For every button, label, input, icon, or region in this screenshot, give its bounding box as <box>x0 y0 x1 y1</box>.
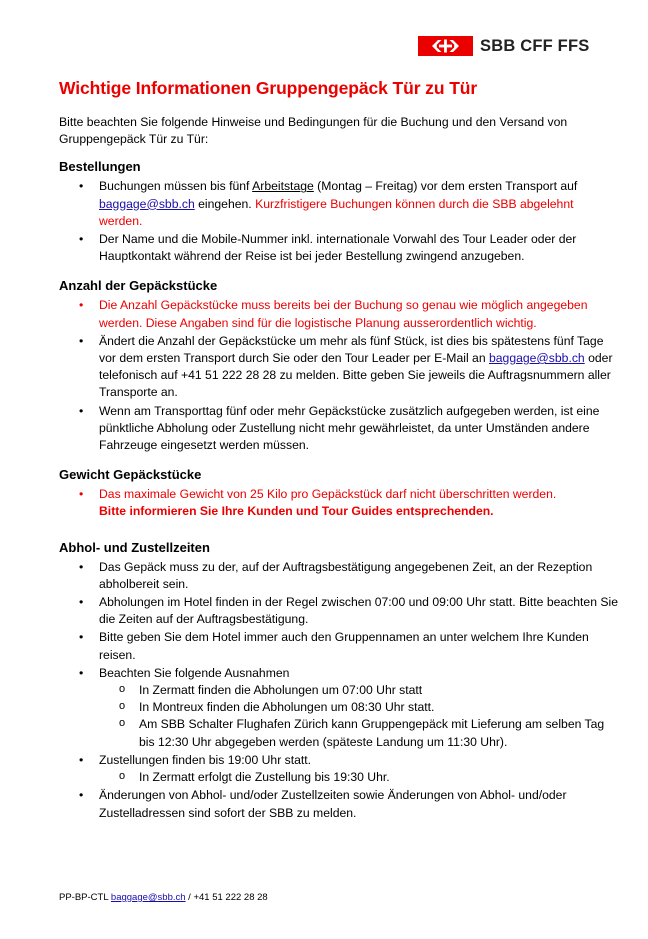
sub-list-item: o Am SBB Schalter Flughafen Zürich kann Gruppengepäck mit Lieferung am selben Tag bis 12:30 Uhr abgegeben werden (späteste Landung um 11:30 Uhr). <box>99 716 619 750</box>
section-heading-bestellungen: Bestellungen <box>59 159 141 175</box>
section-heading-zeiten: Abhol- und Zustellzeiten <box>59 539 210 555</box>
anzahl-list <box>59 297 619 454</box>
intro-text: Bitte beachten Sie folgende Hinweise und Bedingungen für die Buchung und den Versand von Gruppengepäck Tür zu Tür: <box>59 115 568 147</box>
list-item: • Der Name und die Mobile-Nummer inkl. internationale Vorwahl des Tour Leader oder der Hauptkontakt während der Reise ist bei jeder Bestellung zwingend anzugeben. <box>59 231 619 265</box>
email-link[interactable]: baggage@sbb.ch <box>99 196 195 211</box>
list-item: • Bitte geben Sie dem Hotel immer auch den Gruppennamen an unter welchem Ihre Kunden reisen. <box>59 629 619 663</box>
footer-email-link[interactable]: baggage@sbb.ch <box>110 892 186 903</box>
list-item: • Das maximale Gewicht von 25 Kilo pro Gepäckstück darf nicht überschritten werden. Bitte informieren Sie Ihre Kunden und Tour Guides entsprechenden. <box>59 486 619 520</box>
sub-list-item: o In Montreux finden die Abholungen um 08:30 Uhr statt. <box>99 699 619 716</box>
page-title: Wichtige Informationen Gruppengepäck Tür zu Tür <box>59 78 478 98</box>
sbb-arrows-icon <box>418 36 473 56</box>
list-item: • Beachten Sie folgende Ausnahmen o In Zermatt finden die Abholungen um 07:00 Uhr statt o In Montreux finden die Abholungen um 08:30 Uhr statt. o Am SBB Schalter Flughafen Zürich kann Gruppengepäck mit Lieferung am selben Tag bis 12:30 Uhr abgegeben werden (späteste Landung um 11:30 Uhr). <box>59 665 619 751</box>
sub-list <box>99 682 619 751</box>
list-item: • Abholungen im Hotel finden in der Regel zwischen 07:00 und 09:00 Uhr statt. Bitte beachten Sie die Zeiten auf der Auftragsbestätigung. <box>59 594 619 628</box>
list-item: • Das Gepäck muss zu der, auf der Auftragsbestätigung angegebenen Zeit, an der Rezeption abholbereit sein. <box>59 559 619 593</box>
list-item: • Wenn am Transporttag fünf oder mehr Gepäckstücke zusätzlich aufgegeben werden, ist eine pünktliche Abholung oder Zustellung nicht mehr gewährleistet, da unter Umständen andere Fahrzeuge eingesetzt werden müssen. <box>59 403 619 455</box>
list-item: • Änderungen von Abhol- und/oder Zustellzeiten sowie Änderungen von Abhol- und/oder Zustelladressen sind sofort der SBB zu melden. <box>59 787 619 821</box>
gewicht-list <box>59 486 619 520</box>
sbb-logo <box>418 36 589 56</box>
logo-wordmark: SBB CFF FFS <box>480 37 590 55</box>
section-heading-gewicht: Gewicht Gepäckstücke <box>59 467 202 483</box>
sub-list-item: o In Zermatt erfolgt die Zustellung bis 19:30 Uhr. <box>99 769 619 786</box>
footer: PP-BP-CTL baggage@sbb.ch / +41 51 222 28 28 <box>59 892 268 903</box>
bestellungen-list <box>59 178 619 265</box>
list-item: • Die Anzahl Gepäckstücke muss bereits bei der Buchung so genau wie möglich angegeben werden. Diese Angaben sind für die logistische Planung ausserordentlich wichtig. <box>59 297 619 331</box>
sub-list <box>99 769 619 786</box>
sub-list-item: o In Zermatt finden die Abholungen um 07:00 Uhr statt <box>99 682 619 699</box>
list-item: • Zustellungen finden bis 19:00 Uhr statt. o In Zermatt erfolgt die Zustellung bis 19:30 Uhr. <box>59 752 619 786</box>
arbeitstage-link[interactable]: Arbeitstage <box>252 179 314 194</box>
email-link[interactable]: baggage@sbb.ch <box>488 351 585 366</box>
list-item: • Ändert die Anzahl der Gepäckstücke um mehr als fünf Stück, ist dies bis spätestens fünf Tage vor dem ersten Transport durch Sie oder den Tour Leader per E-Mail an baggage@sbb.ch oder telefonisch auf +41 51 222 28 28 zu melden. Bitte geben Sie jeweils die Auftragsnummern aller Transporte an. <box>59 333 619 402</box>
document-body <box>59 76 619 834</box>
zeiten-list <box>59 559 619 822</box>
list-item: • Buchungen müssen bis fünf Arbeitstage (Montag – Freitag) vor dem ersten Transport auf baggage@sbb.ch eingehen. Kurzfristigere Buchungen können durch die SBB abgelehnt werden. <box>59 178 619 230</box>
warning-text: Kurzfristigere Buchungen können durch die SBB abgelehnt werden. <box>99 196 574 228</box>
section-heading-anzahl: Anzahl der Gepäckstücke <box>59 278 218 294</box>
